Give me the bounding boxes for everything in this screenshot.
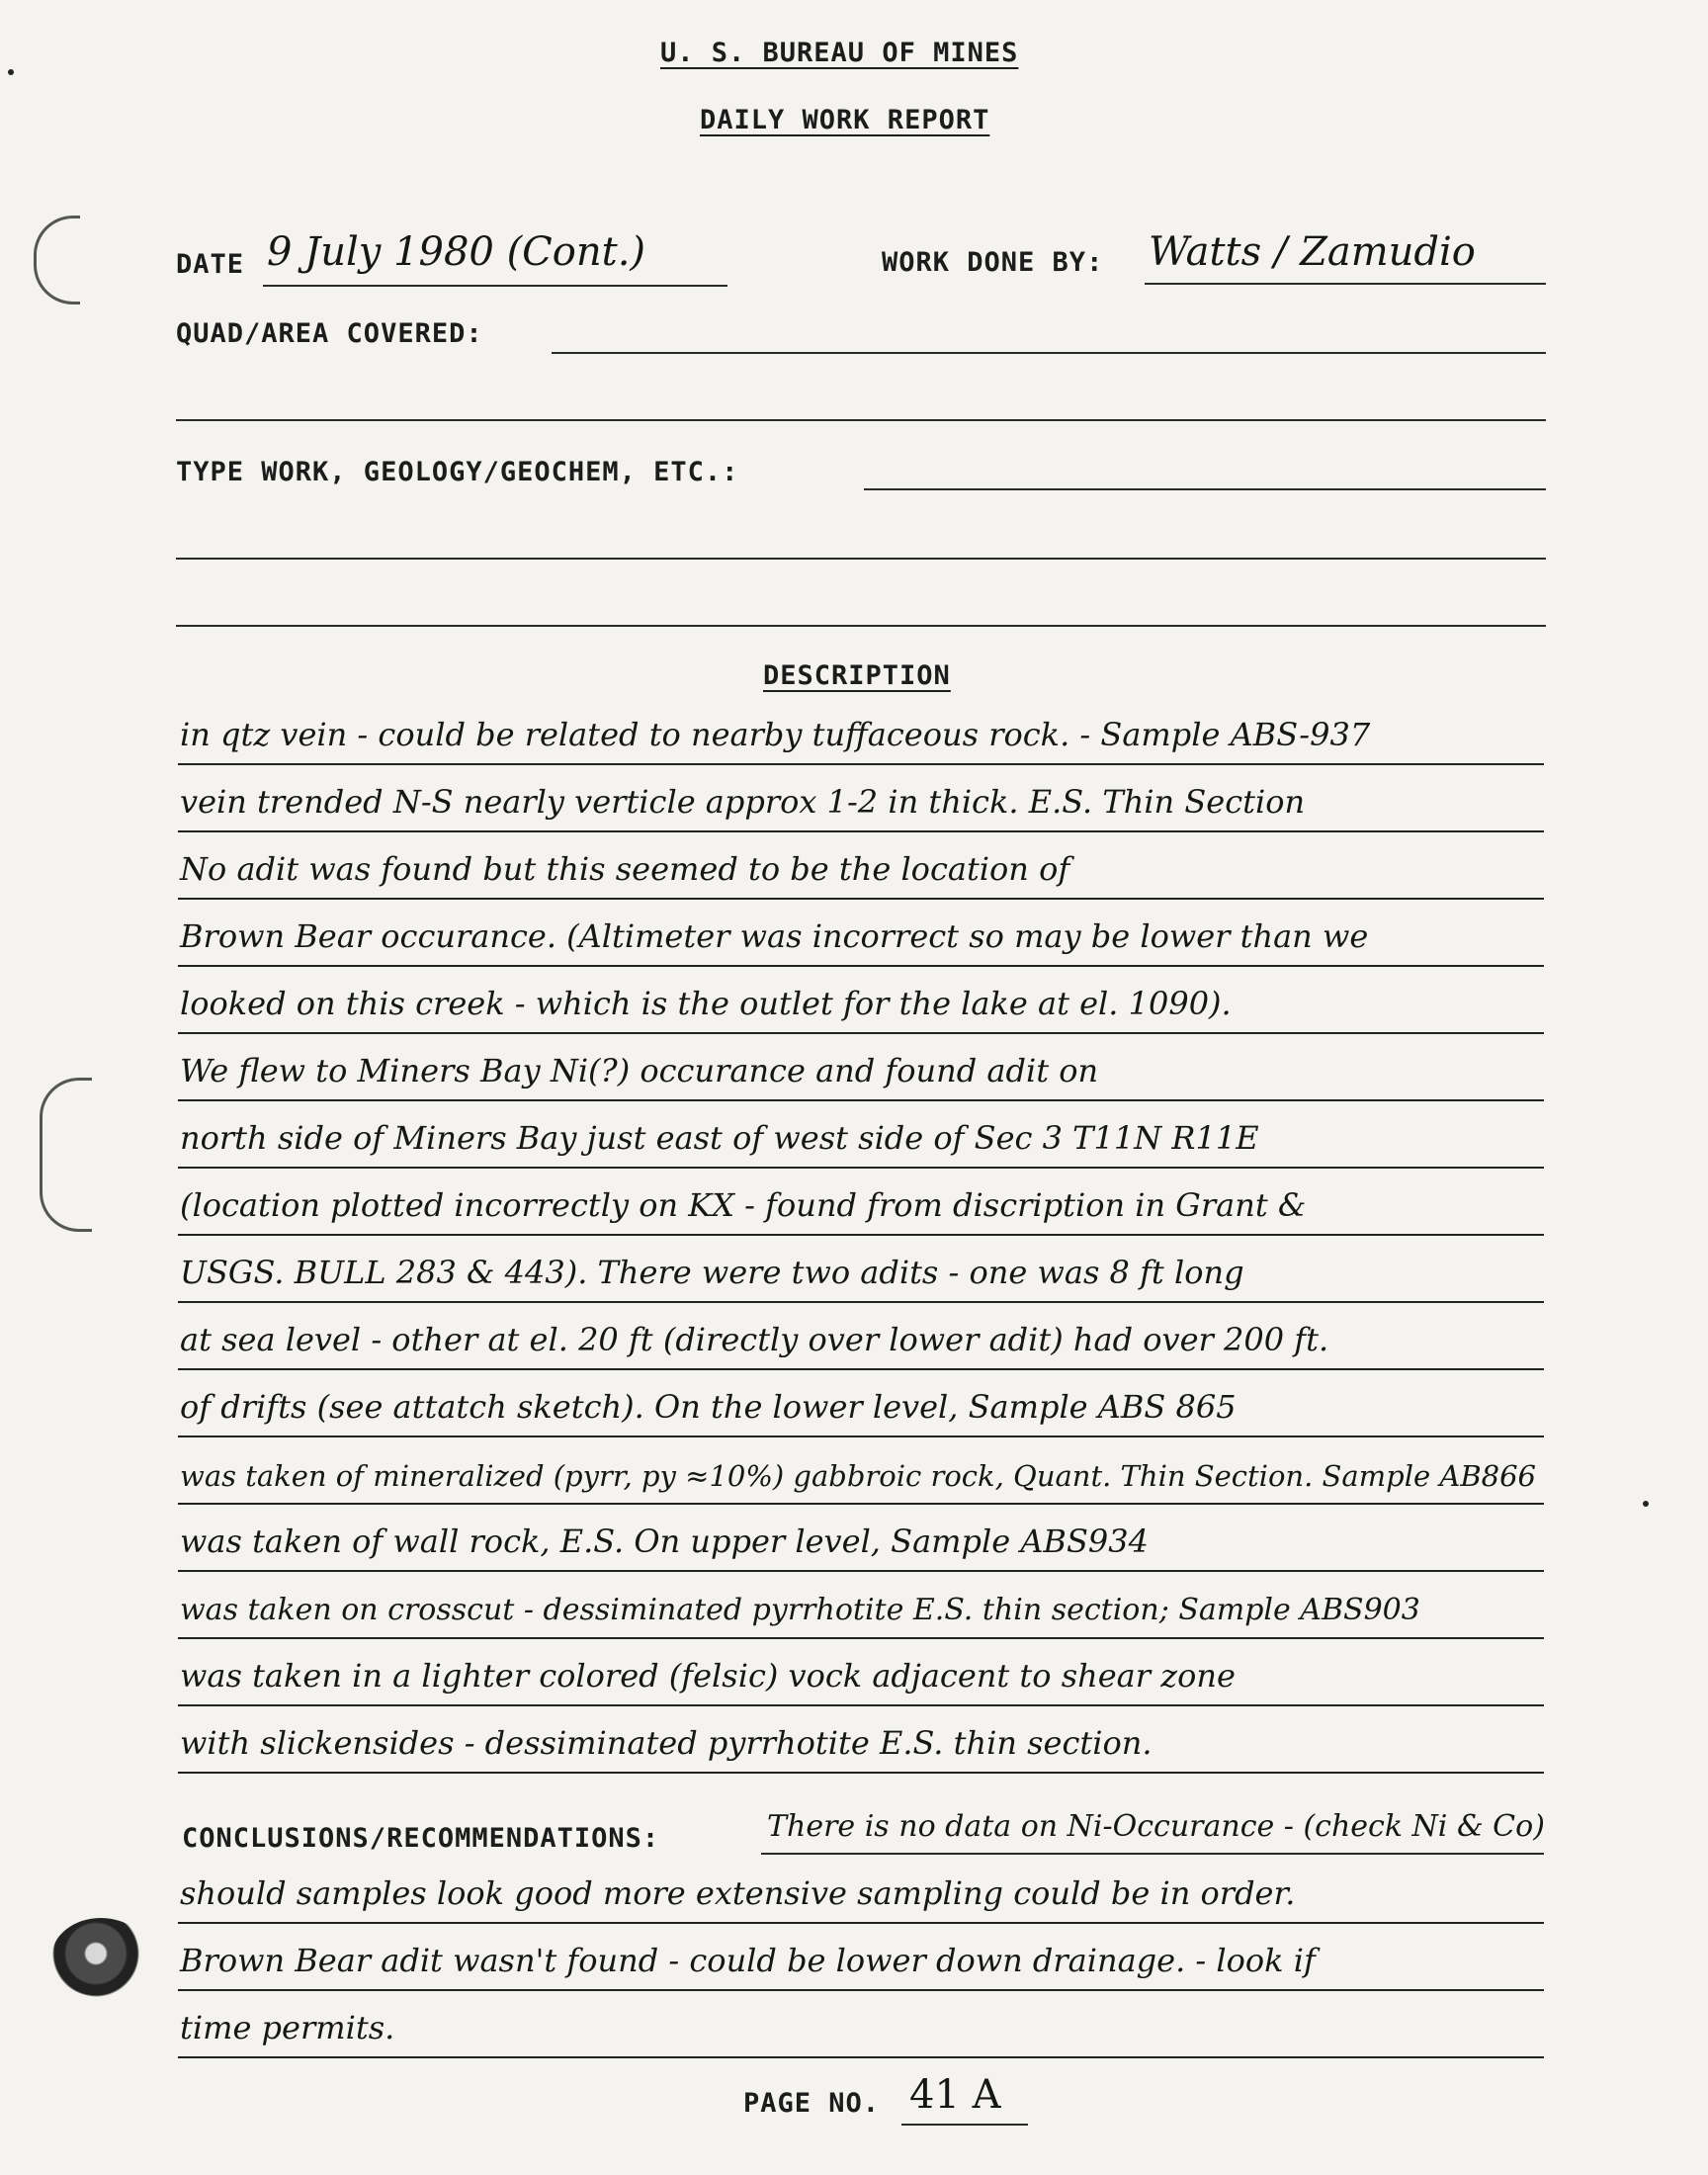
description-text: Brown Bear occurance. (Altimeter was incorrect so may be lower than we: [180, 917, 1369, 955]
quad-area-line-1: [552, 352, 1546, 354]
description-line: [178, 1439, 1544, 1505]
date-value: 9 July 1980 (Cont.): [267, 229, 646, 275]
description-line: [178, 902, 1544, 967]
stray-mark: [1643, 1501, 1649, 1507]
quad-area-line-2: [176, 419, 1546, 421]
punch-hole-top: [34, 216, 80, 304]
quad-area-label: QUAD/AREA COVERED:: [176, 318, 483, 349]
description-text: with slickensides - dessiminated pyrrhotite E.S. thin section.: [180, 1724, 1153, 1762]
description-text: We flew to Miners Bay Ni(?) occurance and found adit on: [180, 1052, 1099, 1089]
description-line: [178, 1507, 1544, 1572]
type-work-line-1: [864, 488, 1546, 490]
description-line: [178, 1372, 1544, 1437]
description-text: vein trended N-S nearly verticle approx 1-2 in thick. E.S. Thin Section: [180, 783, 1306, 821]
description-line: [178, 1036, 1544, 1101]
description-line: [178, 969, 1544, 1034]
description-text: (location plotted incorrectly on KX - found from discription in Grant &: [180, 1186, 1307, 1224]
work-done-by-label: WORK DONE BY:: [882, 247, 1104, 278]
type-work-line-2: [176, 558, 1546, 560]
conclusions-line: [178, 1926, 1544, 1991]
stray-mark: [8, 69, 14, 75]
type-work-line-3: [176, 625, 1546, 627]
description-line: [178, 1238, 1544, 1303]
page-number-value: 41 A: [909, 2072, 1001, 2118]
description-text: No adit was found but this seemed to be the location of: [180, 850, 1070, 888]
conclusions-first-underline: [761, 1853, 1544, 1855]
conclusions-text: should samples look good more extensive sampling could be in order.: [180, 1874, 1296, 1912]
punch-hole-middle: [40, 1078, 92, 1232]
date-underline: [263, 285, 727, 287]
description-line: [178, 700, 1544, 765]
work-done-by-underline: [1145, 283, 1546, 285]
conclusions-label: CONCLUSIONS/RECOMMENDATIONS:: [182, 1823, 660, 1854]
conclusions-line: [178, 1859, 1544, 1924]
description-text: in qtz vein - could be related to nearby tuffaceous rock. - Sample ABS-937: [180, 716, 1371, 753]
date-label: DATE: [176, 249, 245, 280]
ink-blot: [51, 1918, 150, 1997]
work-done-by-value: Watts / Zamudio: [1149, 229, 1476, 275]
description-text: of drifts (see attatch sketch). On the lower level, Sample ABS 865: [180, 1388, 1237, 1426]
description-heading: DESCRIPTION: [763, 660, 951, 691]
description-text: was taken of mineralized (pyrr, py ≈10%) gabbroic rock, Quant. Thin Section. Sample AB866: [180, 1459, 1536, 1493]
description-text: was taken on crosscut - dessiminated pyrrhotite E.S. thin section; Sample ABS903: [180, 1593, 1420, 1627]
conclusions-first-line: There is no data on Ni-Occurance - (check Ni & Co): [767, 1809, 1545, 1844]
description-line: [178, 1708, 1544, 1774]
page-number-underline: [901, 2124, 1028, 2126]
description-line: [178, 1171, 1544, 1236]
report-title: DAILY WORK REPORT: [700, 105, 990, 135]
description-text: was taken of wall rock, E.S. On upper level, Sample ABS934: [180, 1522, 1149, 1560]
description-text: looked on this creek - which is the outlet for the lake at el. 1090).: [180, 985, 1232, 1022]
description-line: [178, 1574, 1544, 1639]
conclusions-line: [178, 1993, 1544, 2058]
description-line: [178, 1103, 1544, 1169]
description-line: [178, 1305, 1544, 1370]
description-line: [178, 834, 1544, 900]
description-line: [178, 767, 1544, 832]
description-line: [178, 1641, 1544, 1706]
conclusions-text: Brown Bear adit wasn't found - could be lower down drainage. - look if: [180, 1942, 1316, 1979]
description-text: north side of Miners Bay just east of west side of Sec 3 T11N R11E: [180, 1119, 1259, 1157]
page-number-label: PAGE NO.: [743, 2088, 881, 2119]
type-work-label: TYPE WORK, GEOLOGY/GEOCHEM, ETC.:: [176, 457, 739, 487]
description-text: USGS. BULL 283 & 443). There were two adits - one was 8 ft long: [180, 1254, 1244, 1291]
description-text: at sea level - other at el. 20 ft (directly over lower adit) had over 200 ft.: [180, 1321, 1329, 1358]
conclusions-text: time permits.: [180, 2009, 395, 2046]
description-text: was taken in a lighter colored (felsic) vock adjacent to shear zone: [180, 1657, 1236, 1695]
agency-title: U. S. BUREAU OF MINES: [660, 38, 1019, 68]
